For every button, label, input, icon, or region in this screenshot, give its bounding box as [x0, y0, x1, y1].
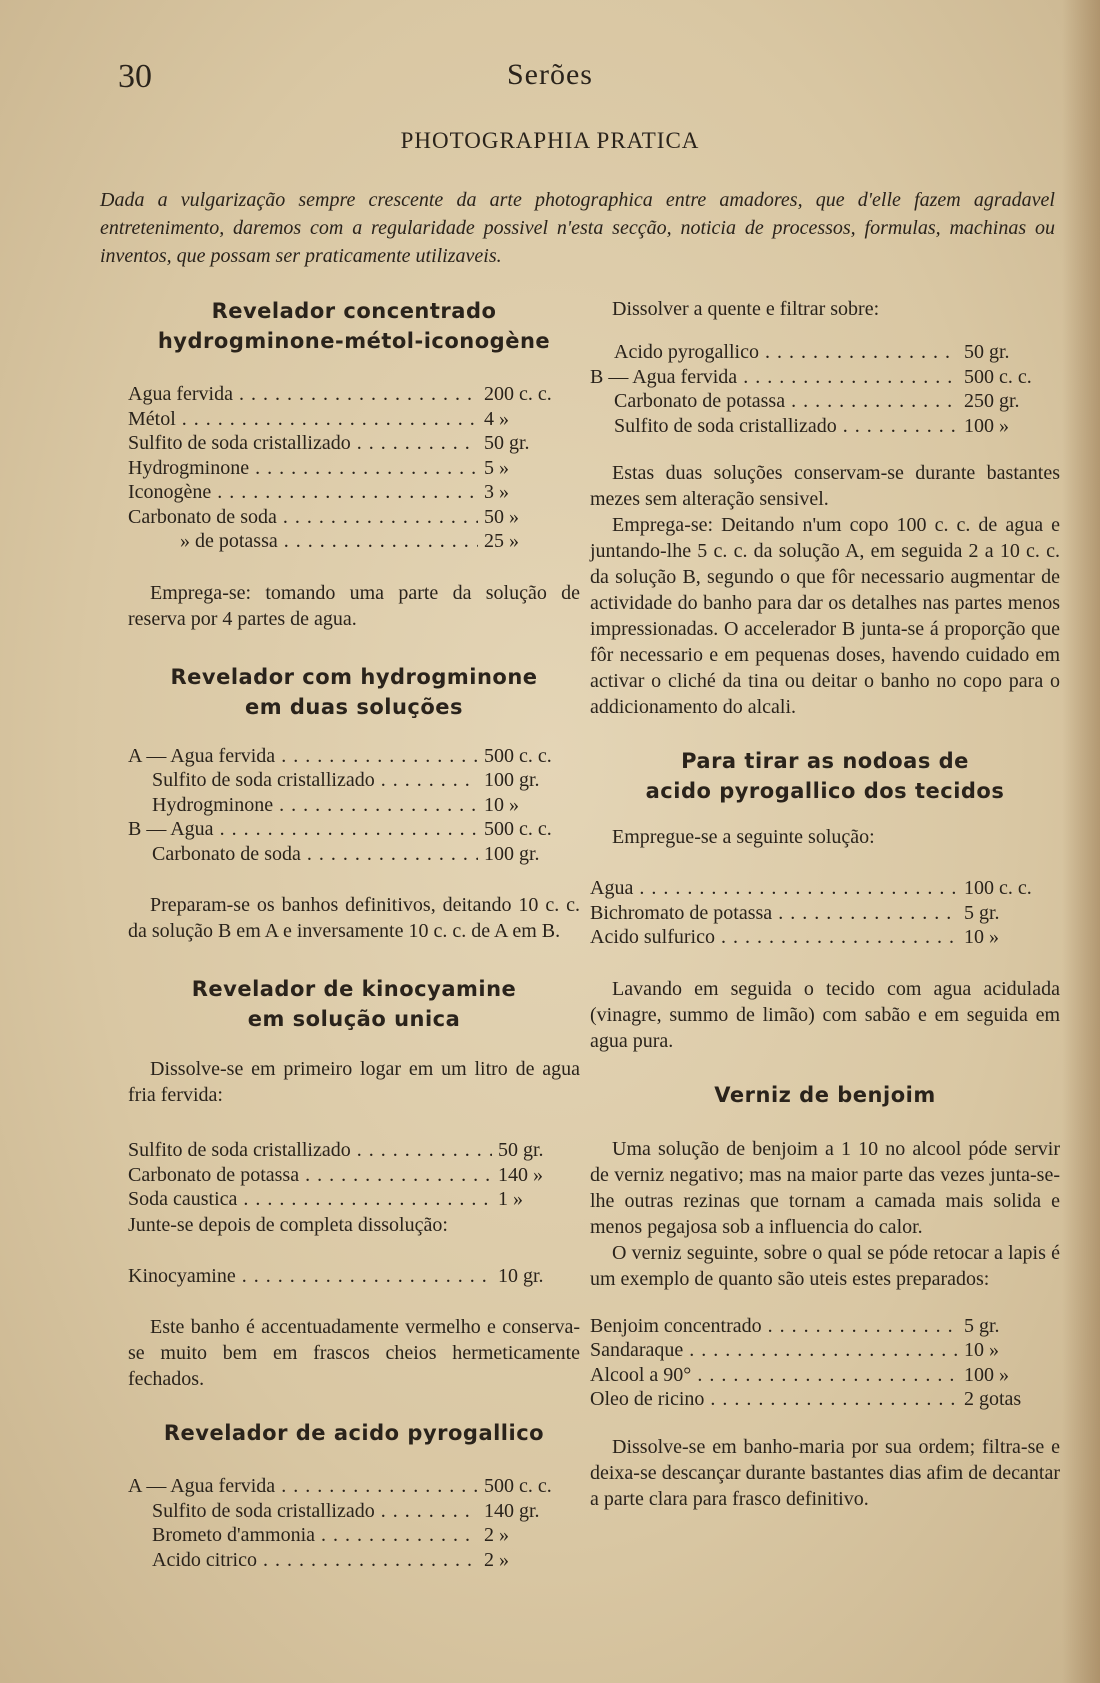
- ingredient-row: Benjoim concentrado . . . 5 gr.: [590, 1314, 1060, 1339]
- left-column: [128, 296, 580, 1572]
- page-number: 30: [118, 58, 152, 95]
- instruction-text: Lavando em seguida o tecido com agua acidulada (vinagre, summo de limão) com sabão e em seguida em agua pura.: [590, 977, 1060, 1052]
- recipe-title: Revelador de kinocyamine em solução unica: [191, 977, 517, 1031]
- instruction-text: Dissolve-se em banho-maria por sua ordem; filtra-se e deixa-se descançar durante bastantes dias afim de decantar a parte clara para frasco definitivo.: [590, 1435, 1060, 1510]
- ingredient-row: Sandaraque . . . 10 »: [590, 1338, 1060, 1363]
- ingredient-row: Soda caustica . . . 1 »: [128, 1187, 580, 1212]
- instruction-text: Emprega-se: Deitando n'um copo 100 c. c. de agua e juntando-lhe 5 c. c. da solução A, em seguida 2 a 10 c. c. da solução B, segundo o que fôr necessario augmentar de actividade do banho para dar os detalhes nas partes menos impressionadas. O accelerador B junta-se á proporção que fôr necessario e em pequenas doses, havendo cuidado em activar o cliché da tina ou deitar o banho no copo para o addicionamento do alcali.: [590, 514, 1060, 718]
- ingredient-row: Sulfito de soda cristallizado . . . 50 gr.: [128, 1138, 580, 1163]
- intro-paragraph: Dada a vulgarização sempre crescente da arte photographica entre amadores, que d'elle fazem agradavel entretenimento, daremos com a regularidade possivel n'esta secção, noticia de processos, formulas, machinas ou inventos, que possam ser praticamente utilizaveis.: [100, 189, 1055, 267]
- ingredients-list: [128, 1474, 580, 1572]
- instruction-text: Preparam-se os banhos definitivos, deitando 10 c. c. da solução B em A e inversamente 10 c. c. de A em B.: [128, 894, 580, 942]
- recipe-title: Revelador com hydrogminone em duas soluções: [170, 664, 538, 719]
- ingredient-row: B — Agua fervida . . . 500 c. c.: [590, 365, 1060, 390]
- page-edge-shadow: [1062, 0, 1100, 1683]
- recipe-title: Verniz de benjoim: [714, 1082, 936, 1107]
- ingredient-row: Sulfito de soda cristallizado . . . 50 gr.: [128, 431, 580, 456]
- ingredient-row: A — Agua fervida . . . 500 c. c.: [128, 744, 580, 769]
- ingredient-row: Carbonato de potassa . . . 140 »: [128, 1163, 580, 1188]
- ingredient-row: A — Agua fervida . . . 500 c. c.: [128, 1474, 580, 1499]
- section-title: PHOTOGRAPHIA PRATICA: [400, 128, 700, 153]
- ingredient-row: Sulfito de soda cristallizado . . . 140 gr.: [128, 1499, 580, 1524]
- ingredient-row: » de potassa . . . 25 »: [128, 529, 580, 554]
- ingredient-row: Carbonato de soda . . . 50 »: [128, 505, 580, 530]
- recipe-title: Para tirar as nodoas de acido pyrogallico dos tecidos: [645, 749, 1005, 803]
- ingredient-row: Carbonato de soda . . . 100 gr.: [128, 842, 580, 867]
- ingredient-row: Agua . . . 100 c. c.: [590, 876, 1060, 901]
- instruction-text: Este banho é accentuadamente vermelho e conserva-se muito bem em frascos cheios hermeticamente fechados.: [128, 1316, 580, 1390]
- ingredient-row: Agua fervida . . . 200 c. c.: [128, 382, 580, 407]
- ingredient-row: Métol . . . 4 »: [128, 407, 580, 432]
- ingredients-list: [128, 1264, 580, 1289]
- ingredients-list: [128, 382, 580, 554]
- recipe-title: Revelador de acido pyrogallico: [163, 1421, 545, 1445]
- ingredients-list: [128, 744, 580, 867]
- right-column: [590, 296, 1060, 1512]
- instruction-text: Estas duas soluções conservam-se durante bastantes mezes sem alteração sensivel.: [590, 462, 1060, 510]
- ingredient-row: Sulfito de soda cristallizado . . . 100 gr.: [128, 768, 580, 793]
- ingredients-list: [590, 876, 1060, 950]
- ingredient-row: Hydrogminone . . . 5 »: [128, 456, 580, 481]
- ingredient-row: Oleo de ricino . . . 2 gotas: [590, 1387, 1060, 1412]
- instruction-text: Dissolve-se em primeiro logar em um litro de agua fria fervida:: [128, 1058, 580, 1106]
- instruction-text: O verniz seguinte, sobre o qual se póde retocar a lapis é um exemplo de quanto são uteis estes preparados:: [590, 1241, 1060, 1290]
- running-head: Serões: [507, 58, 593, 91]
- ingredient-row: B — Agua . . . 500 c. c.: [128, 817, 580, 842]
- recipe-title: Revelador concentrado hydrogminone-métol-iconogène: [157, 299, 551, 353]
- instruction-text: Uma solução de benjoim a 1 10 no alcool póde servir de verniz negativo; mas na maior parte das vezes junta-se-lhe outras rezinas que tornam a camada mais solida e menos pegajosa sob a influencia do calor.: [590, 1137, 1060, 1238]
- ingredient-row: Acido pyrogallico . . . 50 gr.: [590, 340, 1060, 365]
- instruction-text: Junte-se depois de completa dissolução:: [128, 1213, 448, 1236]
- ingredient-row: Iconogène . . . 3 »: [128, 480, 580, 505]
- ingredient-row: Hydrogminone . . . 10 »: [128, 793, 580, 818]
- instruction-text: Dissolver a quente e filtrar sobre:: [612, 298, 880, 320]
- ingredient-row: Sulfito de soda cristallizado . . . 100 »: [590, 414, 1060, 439]
- instruction-text: Emprega-se: tomando uma parte da solução de reserva por 4 partes de agua.: [128, 581, 580, 630]
- ingredient-row: Acido citrico . . . 2 »: [128, 1548, 580, 1573]
- ingredient-row: Carbonato de potassa . . . 250 gr.: [590, 389, 1060, 414]
- ingredients-list: [590, 1314, 1060, 1412]
- ingredients-list: [128, 1138, 580, 1212]
- ingredients-list: [590, 340, 1060, 438]
- ingredient-row: Acido sulfurico . . . 10 »: [590, 925, 1060, 950]
- instruction-text: Empregue-se a seguinte solução:: [612, 826, 875, 848]
- ingredient-row: Brometo d'ammonia . . . 2 »: [128, 1523, 580, 1548]
- ingredient-row: Alcool a 90° . . . 100 »: [590, 1363, 1060, 1388]
- ingredient-row: Kinocyamine . . . 10 gr.: [128, 1264, 580, 1289]
- ingredient-row: Bichromato de potassa . . . 5 gr.: [590, 901, 1060, 926]
